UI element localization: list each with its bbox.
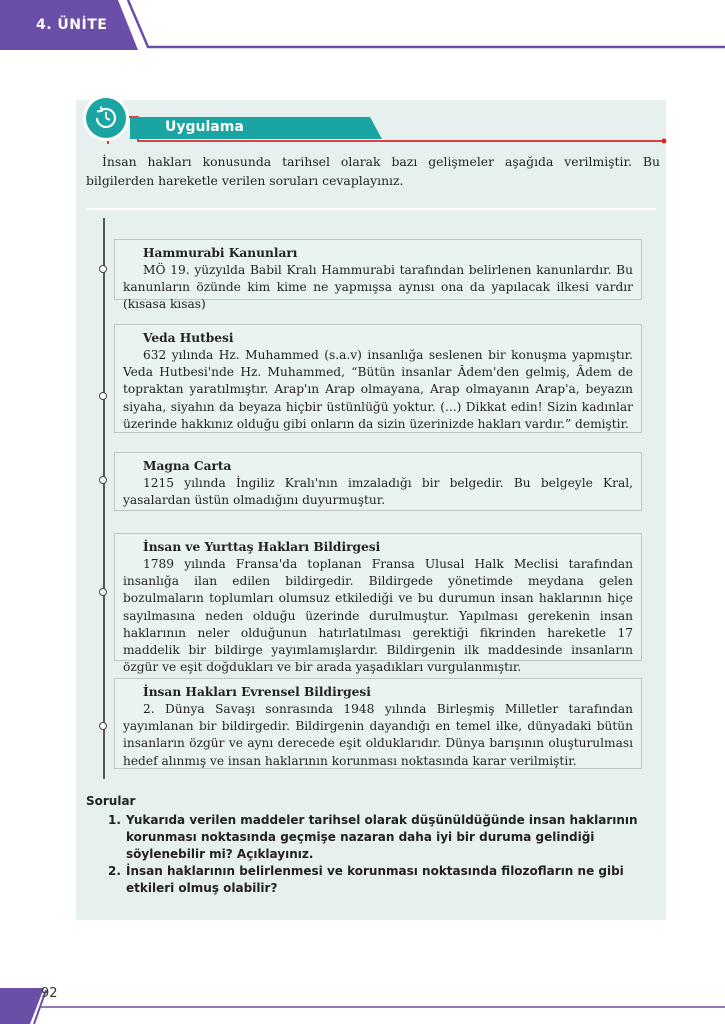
page-number: 92 [41, 986, 58, 1001]
footer-line [0, 990, 725, 1024]
timeline-card-evrensel-bildirge [114, 678, 642, 769]
card-title: İnsan ve Yurttaş Hakları Bildirgesi [143, 540, 381, 554]
timeline-card-magna-carta [114, 452, 642, 511]
question-text: İnsan haklarının belirlenmesi ve korunması noktasında filozofların ne gibi etkileri olmuş olabilir? [126, 864, 624, 895]
activity-label: Uygulama [165, 119, 244, 135]
card-title: Veda Hutbesi [143, 331, 234, 345]
timeline-dot [99, 265, 107, 273]
card-text: MÖ 19. yüzyılda Babil Kralı Hammurabi tarafından belirlenen kanunlardır. Bu kanunların özünde kim kime ne yapmışsa aynısı ona da yapılacak ilkesi vardır (kısasa kısas) [123, 263, 633, 312]
card-title: İnsan Hakları Evrensel Bildirgesi [143, 685, 371, 699]
unit-label: 4. ÜNİTE [36, 17, 108, 33]
header-line [0, 0, 725, 56]
divider [86, 208, 656, 210]
card-title: Hammurabi Kanunları [143, 246, 298, 260]
timeline-card-hammurabi [114, 239, 642, 312]
card-text: 1215 yılında İngiliz Kralı'nın imzaladığı bir belgedir. Bu belgeyle Kral, yasalardan üstün olmadığını duyurmuştur. [123, 476, 633, 508]
questions-list [86, 812, 646, 897]
questions-section [86, 793, 646, 897]
question-number: 2. [108, 864, 121, 878]
card-title: Magna Carta [143, 459, 232, 473]
card-text: 2. Dünya Savaşı sonrasında 1948 yılında Birleşmiş Milletler tarafından yayımlanan bir bildirgedir. Bildirgenin dayandığı en temel ilke, dünyadaki bütün insanların özgür ve aynı derecede eşit olduklarıdır. Dünya barışının oluşturulması hedef alınmış ve insan haklarının korunması noktasında karar verilmiştir. [123, 702, 633, 768]
questions-title: Sorular [86, 794, 136, 808]
timeline-dot [99, 392, 107, 400]
question-item [108, 812, 646, 863]
timeline-dot [99, 588, 107, 596]
question-text: Yukarıda verilen maddeler tarihsel olarak düşünüldüğünde insan haklarının korunması noktasında geçmişe nazaran daha iyi bir duruma gelindiği söylenebilir mi? Açıklayınız. [126, 813, 638, 861]
card-text: 1789 yılında Fransa'da toplanan Fransa Ulusal Halk Meclisi tarafından insanlığa ilan edilen bildirgedir. Bildirgede yönetimde meydana gelen bozulmaların toplumları olumsuz etkilediği ve bu durumun insan haklarının hiçe sayılmasına neden olduğu üzerinde durulmuştur. Yapılması gerekenin insan haklarının neler olduğunun hatırlatılması gerektiği fikrinden hareketle 17 maddelik bir bildirge yayımlamışlardır. Bildirgenin ilk maddesinde insanların özgür ve eşit doğdukları ve bir arada yaşadıkları vurgulanmıştır. [123, 557, 633, 675]
timeline-card-yurttas-bildirgesi [114, 533, 642, 675]
timeline-dot [99, 722, 107, 730]
question-item [108, 863, 646, 897]
activity-intro: İnsan hakları konusunda tarihsel olarak bazı gelişmeler aşağıda verilmiştir. Bu bilgilerden hareketle verilen soruları cevaplayınız. [86, 154, 660, 188]
clock-icon [82, 94, 130, 142]
timeline-dot [99, 476, 107, 484]
timeline-card-veda-hutbesi [114, 324, 642, 433]
question-number: 1. [108, 813, 121, 827]
card-text: 632 yılında Hz. Muhammed (s.a.v) insanlığa seslenen bir konuşma yapmıştır. Veda Hutbesi'nde Hz. Muhammed, “Bütün insanlar Âdem'den gelmiş, Âdem de topraktan yaratılmıştır. Arap'ın Arap olmayana, Arap olmayanın Arap'a, beyazın siyaha, siyahın da beyaza hiçbir üstünlüğü yoktur. (...) Dikkat edin! Sizin kadınlar üzerinde hakkınız olduğu gibi onların da sizin üzerinizde hakları vardır.” demiştir. [123, 348, 633, 431]
timeline-line [103, 218, 105, 779]
